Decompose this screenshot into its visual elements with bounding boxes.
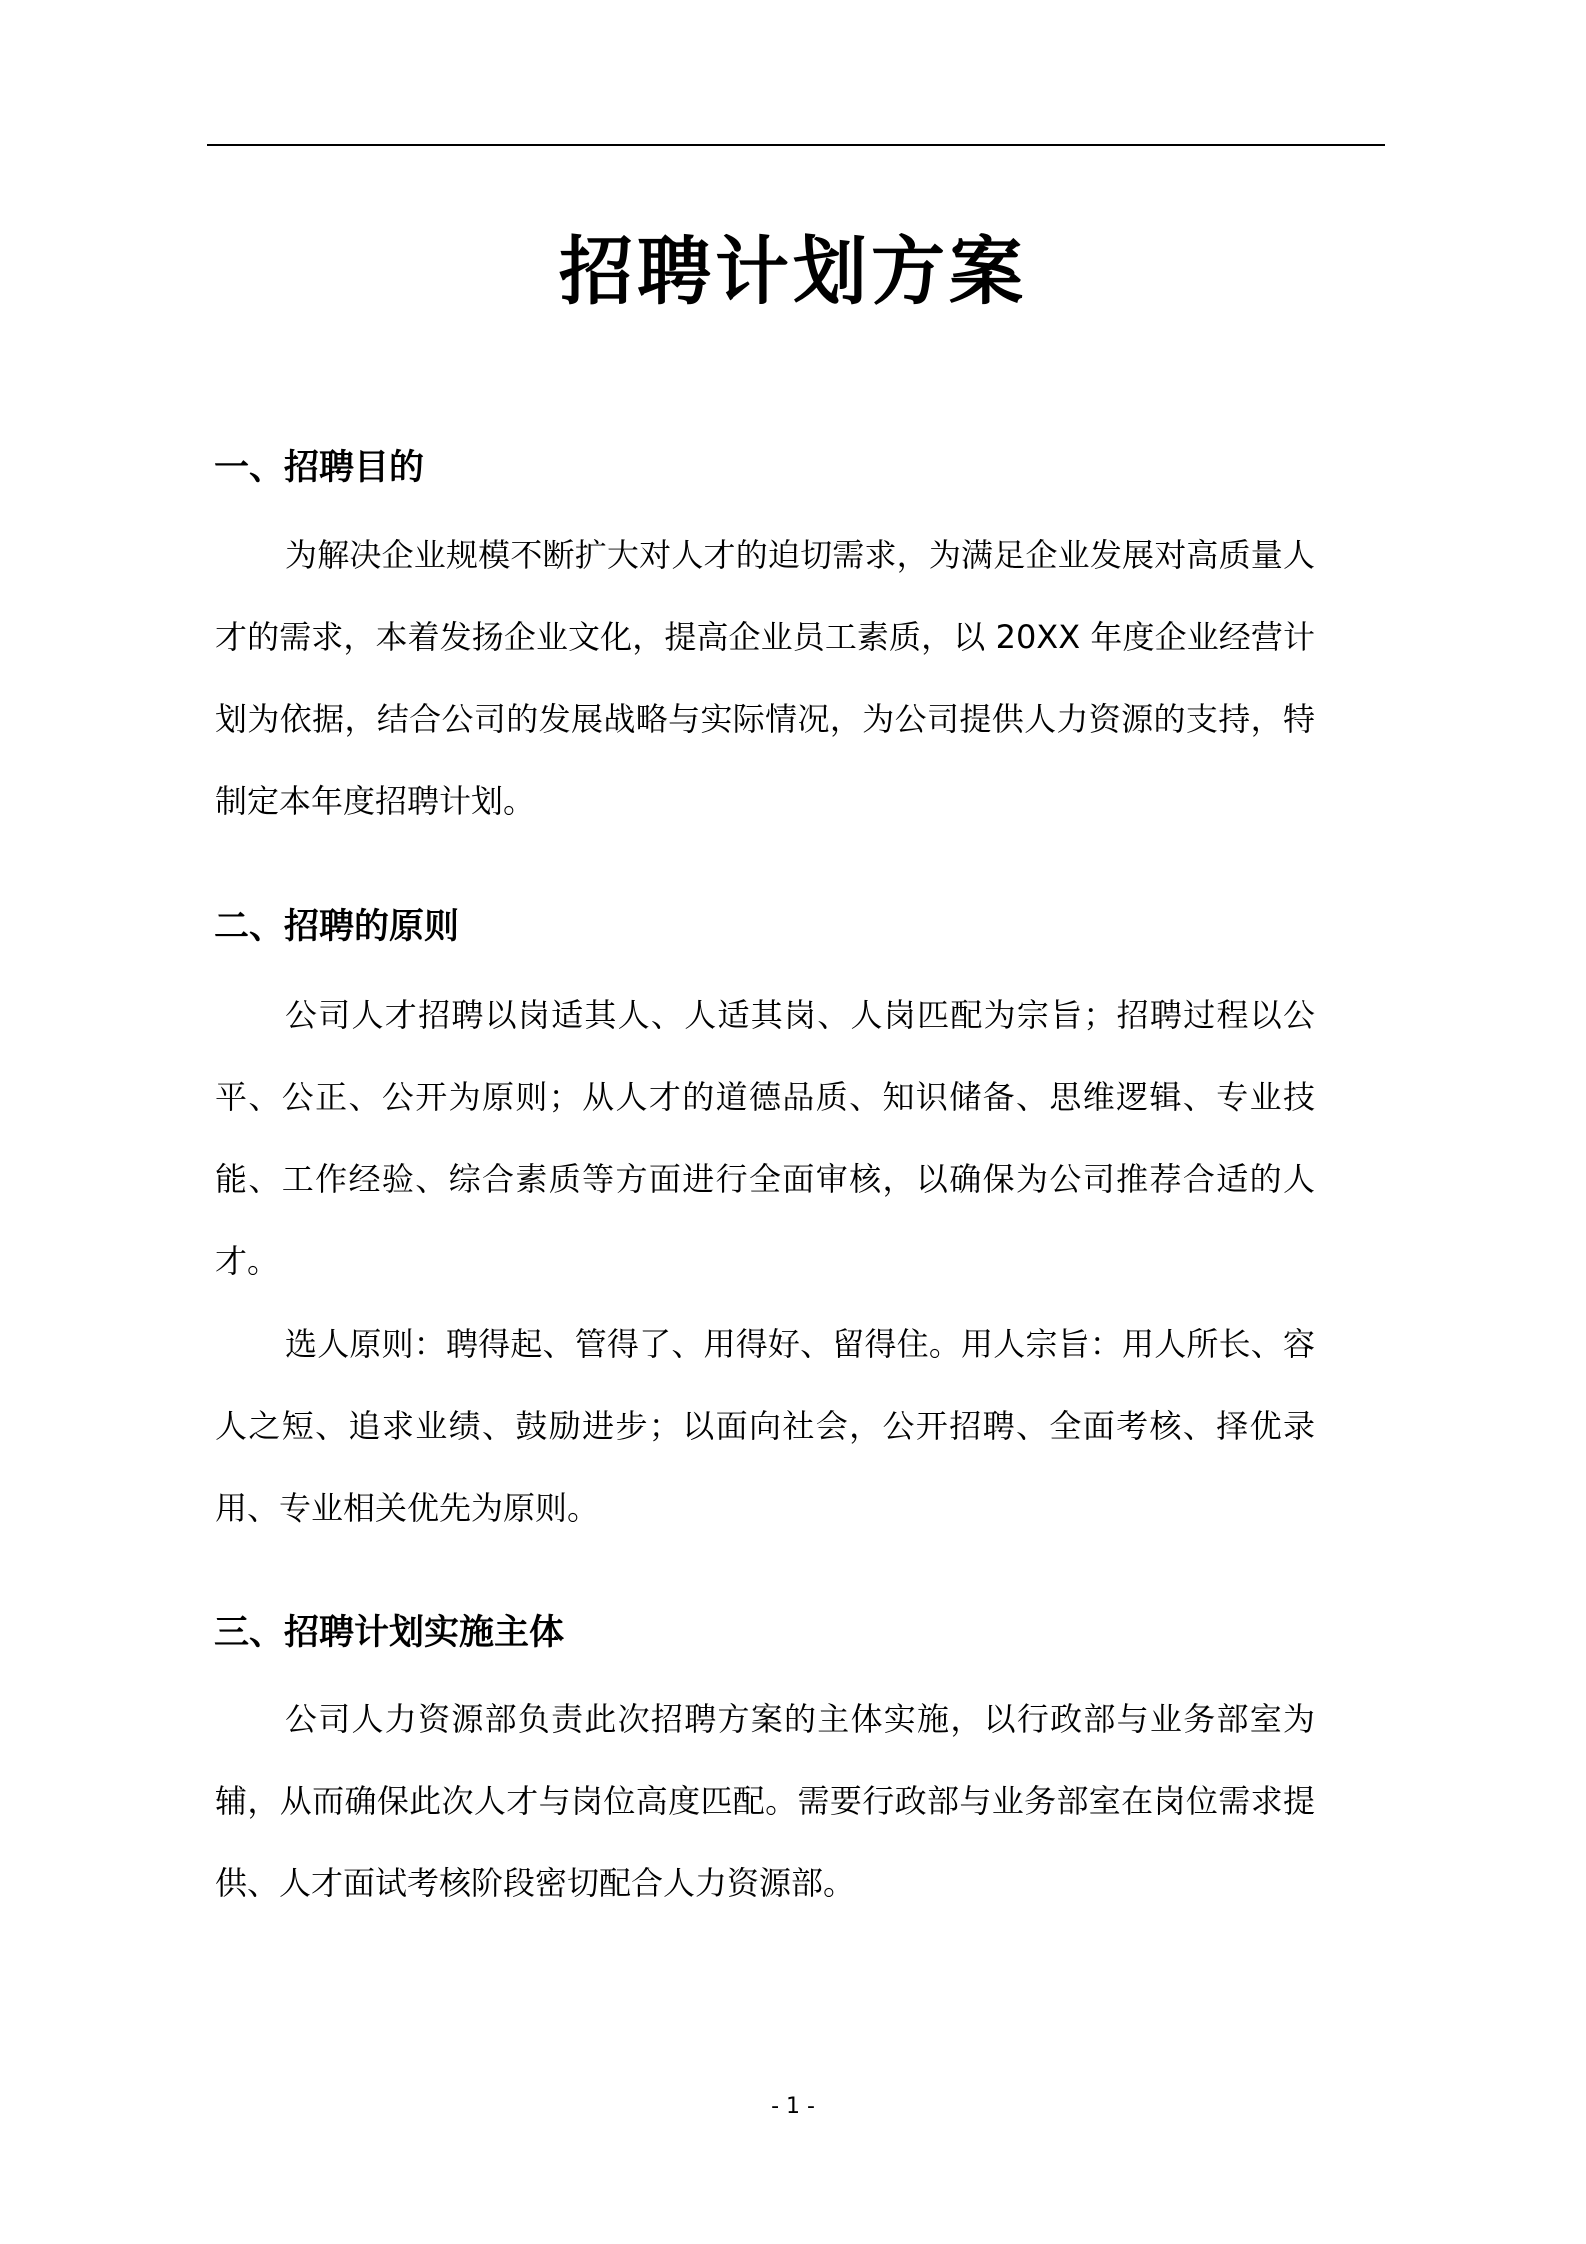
paragraph-implementation: 公司人力资源部负责此次招聘方案的主体实施，以行政部与业务部室为辅，从而确保此次人才与岗位高度匹配。需要行政部与业务部室在岗位需求提供、人才面试考核阶段密切配合人力资源部。 xyxy=(215,1700,1315,1902)
document-title: 招聘计划方案 xyxy=(559,229,1027,315)
paragraph-principles: 公司人才招聘以岗适其人、人适其岗、人岗匹配为宗旨；招聘过程以公平、公正、公开为原则；从人才的道德品质、知识储备、思维逻辑、专业技能、工作经验、综合素质等方面进行全面审核，以确保为公司推荐合适的人才。 xyxy=(215,996,1315,1280)
section-heading-implementation: 三、招聘计划实施主体 xyxy=(214,1613,565,1653)
paragraph-selection-principles: 选人原则：聘得起、管得了、用得好、留得住。用人宗旨：用人所长、容人之短、追求业绩、鼓励进步；以面向社会，公开招聘、全面考核、择优录用、专业相关优先为原则。 xyxy=(215,1325,1315,1527)
section-heading-principles: 二、招聘的原则 xyxy=(214,907,460,947)
section-heading-purpose: 一、招聘目的 xyxy=(214,448,425,488)
header-rule xyxy=(207,144,1385,146)
page-number: - 1 - xyxy=(771,2094,815,2119)
paragraph-purpose: 为解决企业规模不断扩大对人才的迫切需求，为满足企业发展对高质量人才的需求，本着发扬企业文化，提高企业员工素质，以 20XX 年度企业经营计划为依据，结合公司的发展战略与实际情况，为公司提供人力资源的支持，特制定本年度招聘计划。 xyxy=(215,536,1315,820)
